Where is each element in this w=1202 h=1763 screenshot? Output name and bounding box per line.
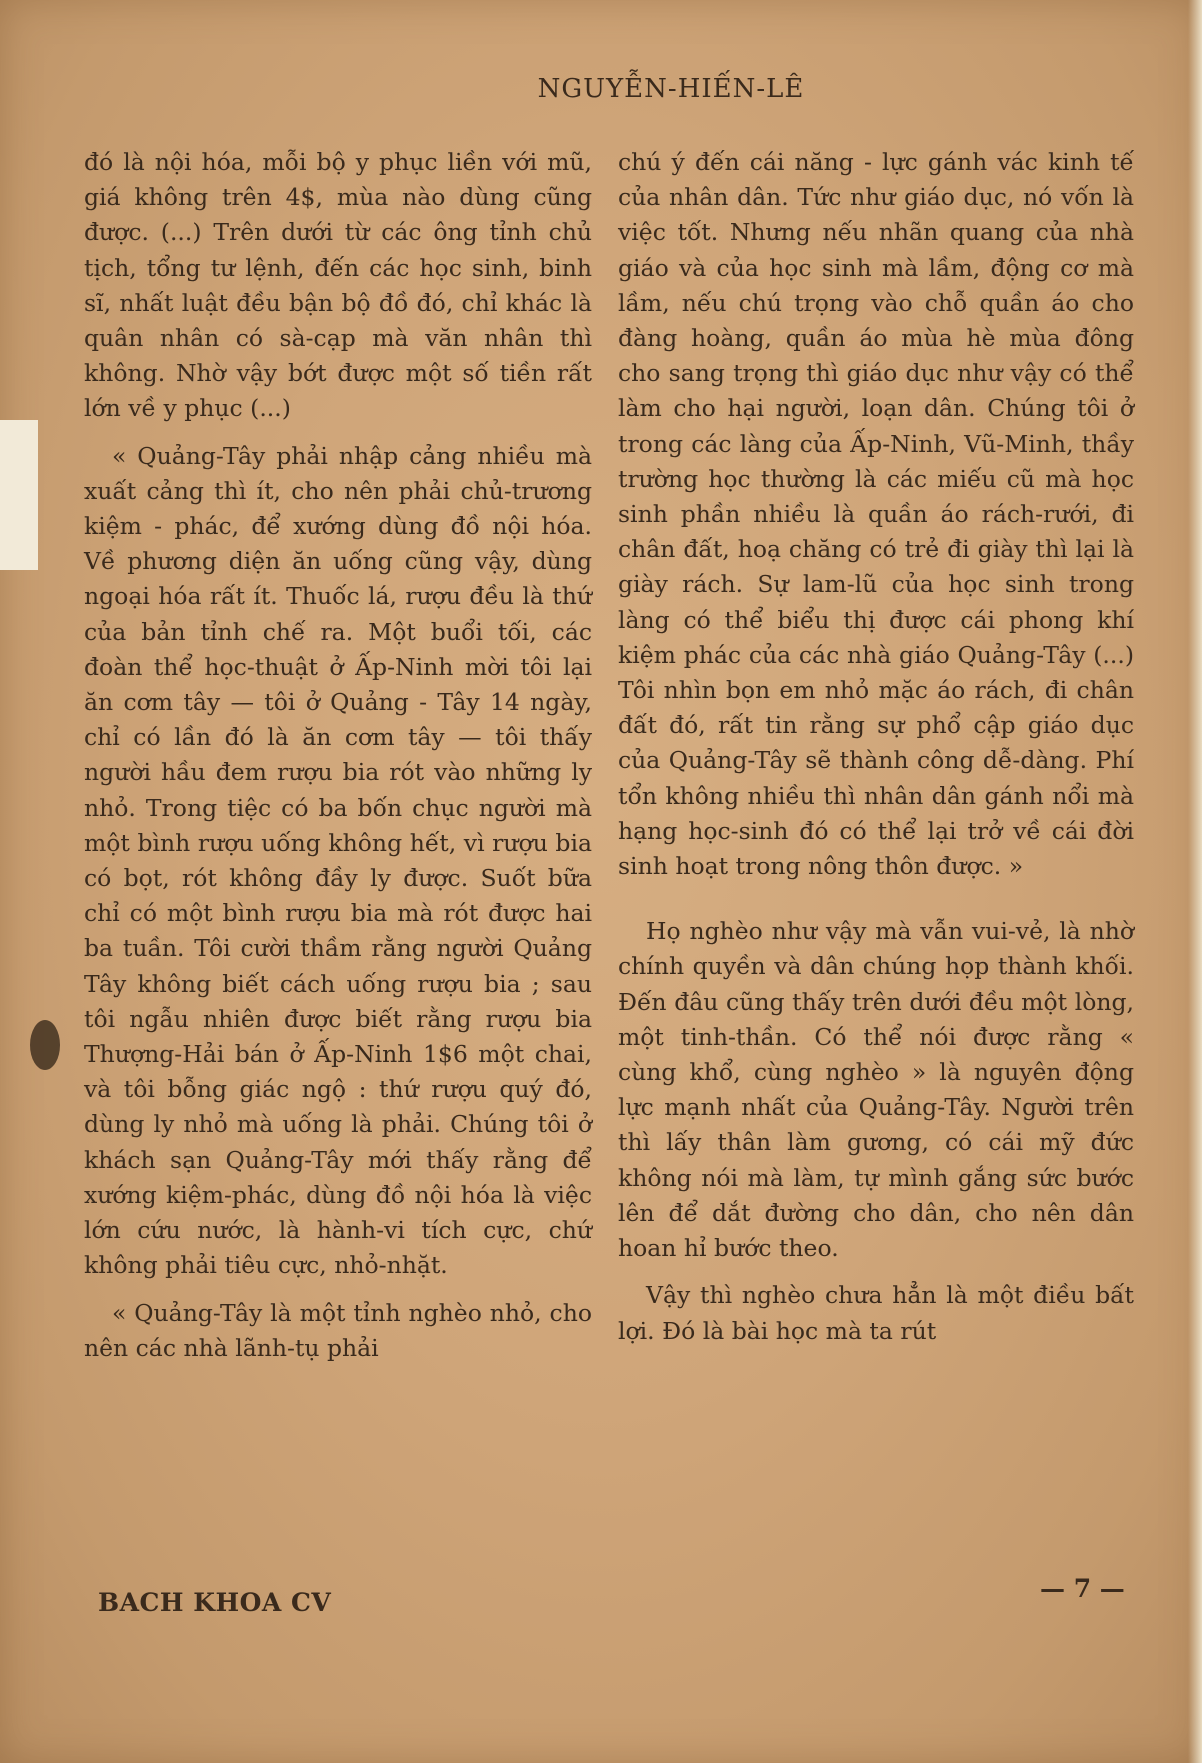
running-header-author: NGUYỄN-HIẾN-LÊ [537,74,805,104]
paragraph: « Quảng-Tây phải nhập cảng nhiều mà xuất cảng thì ít, cho nên phải chủ-trương kiệm - phác, để xướng dùng đồ nội hóa. Về phương diện ăn uống cũng vậy, dùng ngoại hóa rất ít. Thuốc lá, rượu đều là thứ của bản tỉnh chế ra. Một buổi tối, các đoàn thể học-thuật ở Ấp-Ninh mời tôi lại ăn cơm tây — tôi ở Quảng - Tây 14 ngày, chỉ có lần đó là ăn cơm tây — tôi thấy người hầu đem rượu bia rót vào những ly nhỏ. Trong tiệc có ba bốn chục người mà một bình rượu uống không hết, vì rượu bia có bọt, rót không đầy ly được. Suốt bữa chỉ có một bình rượu bia mà rót được hai ba tuần. Tôi cười thầm rằng người Quảng Tây không biết cách uống rượu bia ; sau tôi ngẫu nhiên được biết rằng rượu bia Thượng-Hải bán ở Ấp-Ninh 1$6 một chai, và tôi bỗng giác ngộ : thứ rượu quý đó, dùng ly nhỏ mà uống là phải. Chúng tôi ở khách sạn Quảng-Tây mới thấy rằng để xướng kiệm-phác, dùng đồ nội hóa là việc lớn cứu nước, là hành-vi tích cực, chứ không phải tiêu cực, nhỏ-nhặt. [84,441,592,1280]
page-number: — 7 — [1040,1574,1125,1603]
left-text-column [84,145,592,1366]
paper-tear-mark [0,420,38,570]
paragraph: chú ý đến cái năng - lực gánh vác kinh tế của nhân dân. Tức như giáo dục, nó vốn là việc tốt. Nhưng nếu nhãn quang của nhà giáo và của học sinh mà lầm, động cơ mà lầm, nếu chú trọng vào chỗ quần áo cho đàng hoàng, quần áo mùa hè mùa đông cho sang trọng thì giáo dục như vậy có thể làm cho hại người, loạn dân. Chúng tôi ở trong các làng của Ấp-Ninh, Vũ-Minh, thầy trường học thường là các miếu cũ mà học sinh phần nhiều là quần áo rách-rưới, đi chân đất, hoạ chăng có trẻ đi giày thì lại là giày rách. Sự lam-lũ của học sinh trong làng có thể biểu thị được cái phong khí kiệm phác của các nhà giáo Quảng-Tây (...) Tôi nhìn bọn em nhỏ mặc áo rách, đi chân đất đó, rất tin rằng sự phổ cập giáo dục của Quảng-Tây sẽ thành công dễ-dàng. Phí tổn không nhiều thì nhân dân gánh nổi mà hạng học-sinh đó có thể lại trở về cái đời sinh hoạt trong nông thôn được. » [618,148,1134,881]
ink-stain-mark [30,1020,60,1070]
paragraph: Họ nghèo như vậy mà vẫn vui-vẻ, là nhờ chính quyền và dân chúng họp thành khối. Đến đâu cũng thấy trên dưới đều một lòng, một tinh-thần. Có thể nói được rằng « cùng khổ, cùng nghèo » là nguyên động lực mạnh nhất của Quảng-Tây. Người trên thì lấy thân làm gương, có cái mỹ đức không nói mà làm, tự mình gắng sức bước lên để dắt đường cho dân, cho nên dân hoan hỉ bước theo. [618,917,1134,1263]
paragraph: đó là nội hóa, mỗi bộ y phục liền với mũ, giá không trên 4$, mùa nào dùng cũng được. (...) Trên dưới từ các ông tỉnh chủ tịch, tổng tư lệnh, đến các học sinh, binh sĩ, nhất luật đều bận bộ đồ đó, chỉ khác là quân nhân có sà-cạp mà văn nhân thì không. Nhờ vậy bớt được một số tiền rất lớn về y phục (...) [84,148,592,423]
paragraph: Vậy thì nghèo chưa hẳn là một điều bất lợi. Đó là bài học mà ta rút [618,1281,1134,1345]
paragraph: « Quảng-Tây là một tỉnh nghèo nhỏ, cho nên các nhà lãnh-tụ phải [84,1298,592,1362]
paper-edge-mark [1188,0,1202,1763]
right-text-column [618,145,1134,1349]
magazine-title-footer: BACH KHOA CV [98,1588,332,1617]
